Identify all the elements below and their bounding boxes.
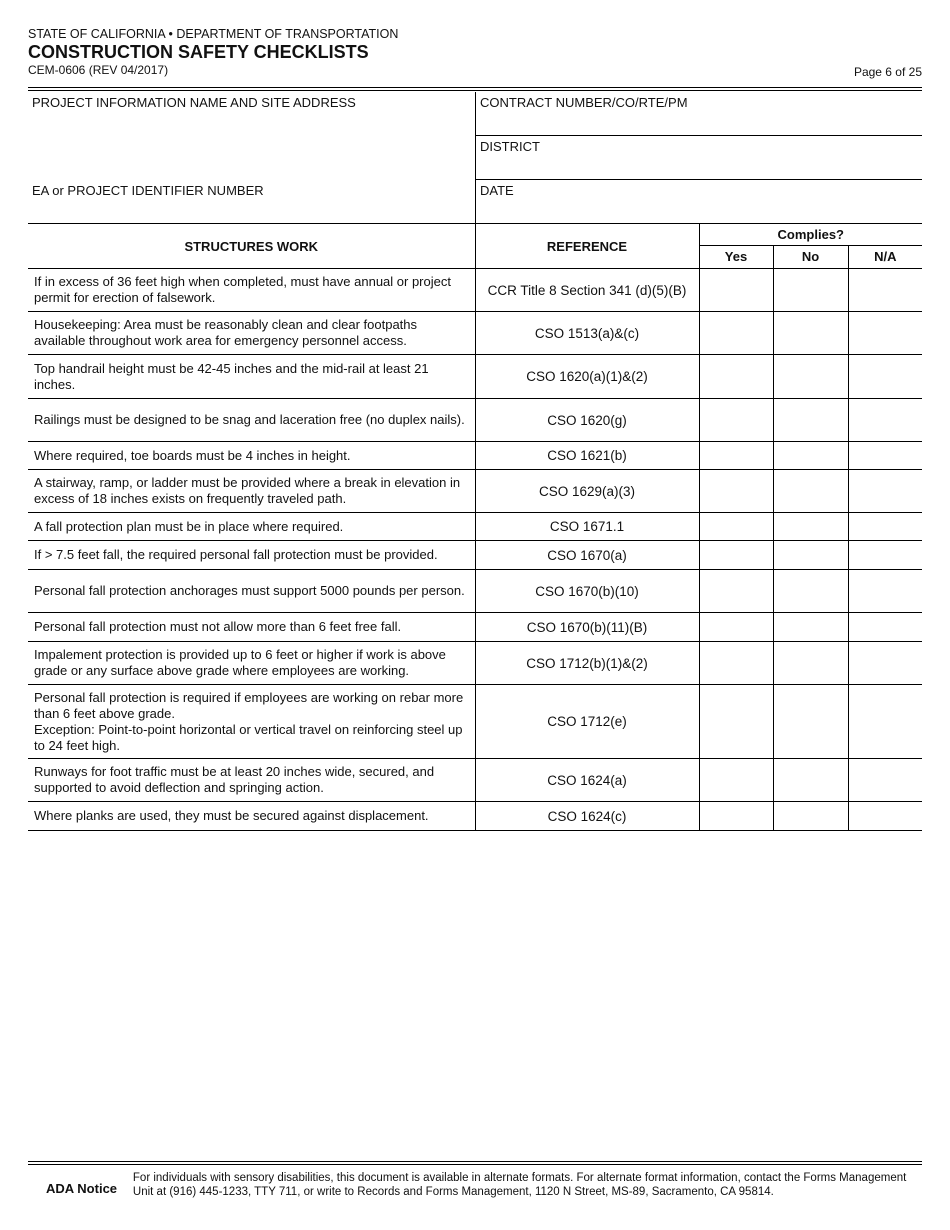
requirement-text: If > 7.5 feet fall, the required personal fall protection must be provided. <box>28 541 475 570</box>
no-checkbox[interactable] <box>773 312 848 355</box>
requirement-text: Housekeeping: Area must be reasonably clean and clear footpaths available throughout work area for emergency personnel access. <box>28 312 475 355</box>
na-checkbox[interactable] <box>848 513 922 541</box>
requirement-text: Where required, toe boards must be 4 inches in height. <box>28 442 475 470</box>
ada-notice-label: ADA Notice <box>46 1181 118 1196</box>
no-checkbox[interactable] <box>773 642 848 685</box>
no-checkbox[interactable] <box>773 442 848 470</box>
reference-text: CSO 1712(e) <box>475 685 699 759</box>
form-title: CONSTRUCTION SAFETY CHECKLISTS <box>28 42 369 62</box>
reference-text: CSO 1621(b) <box>475 442 699 470</box>
table-row <box>28 802 922 831</box>
section-header: STRUCTURES WORK <box>28 224 475 269</box>
footer-divider <box>28 1161 922 1165</box>
requirement-text: Top handrail height must be 42-45 inches and the mid-rail at least 21 inches. <box>28 355 475 399</box>
ea-identifier-field[interactable] <box>28 180 476 224</box>
requirement-text: If in excess of 36 feet high when completed, must have annual or project permit for erection of falsework. <box>28 269 475 312</box>
table-row <box>28 399 922 442</box>
no-checkbox[interactable] <box>773 570 848 613</box>
project-name-field[interactable] <box>28 92 476 180</box>
project-info-table <box>28 92 922 223</box>
no-checkbox[interactable] <box>773 399 848 442</box>
project-name-label: PROJECT INFORMATION NAME AND SITE ADDRESS <box>32 95 356 110</box>
form-number: CEM-0606 (REV 04/2017) <box>28 63 169 77</box>
reference-header: REFERENCE <box>475 224 699 269</box>
no-checkbox[interactable] <box>773 759 848 802</box>
table-row <box>28 759 922 802</box>
district-label: DISTRICT <box>480 139 540 154</box>
yes-checkbox[interactable] <box>699 802 773 831</box>
ea-identifier-label: EA or PROJECT IDENTIFIER NUMBER <box>32 182 264 198</box>
no-header: No <box>773 245 848 268</box>
no-checkbox[interactable] <box>773 269 848 312</box>
date-field[interactable] <box>476 180 923 224</box>
checklist-table <box>28 223 922 831</box>
table-row <box>28 541 922 570</box>
no-checkbox[interactable] <box>773 541 848 570</box>
yes-checkbox[interactable] <box>699 570 773 613</box>
na-checkbox[interactable] <box>848 541 922 570</box>
no-checkbox[interactable] <box>773 355 848 399</box>
yes-header: Yes <box>699 245 773 268</box>
table-row <box>28 269 922 312</box>
table-row <box>28 513 922 541</box>
no-checkbox[interactable] <box>773 802 848 831</box>
requirement-text: A stairway, ramp, or ladder must be provided where a break in elevation in excess of 18 inches exists on frequently traveled path. <box>28 470 475 513</box>
no-checkbox[interactable] <box>773 513 848 541</box>
requirement-text: Impalement protection is provided up to 6 feet or higher if work is above grade or any surface above grade where employees are working. <box>28 642 475 685</box>
reference-text: CSO 1712(b)(1)&(2) <box>475 642 699 685</box>
header-divider <box>28 87 922 91</box>
reference-text: CSO 1670(b)(10) <box>475 570 699 613</box>
requirement-text: Where planks are used, they must be secured against displacement. <box>28 802 475 831</box>
na-checkbox[interactable] <box>848 269 922 312</box>
na-checkbox[interactable] <box>848 613 922 642</box>
requirement-exception-text: Exception: Point-to-point horizontal or vertical travel on reinforcing steel up to 24 feet high. <box>34 721 463 753</box>
page-number: Page 6 of 25 <box>853 65 922 79</box>
form-header <box>28 27 922 77</box>
yes-checkbox[interactable] <box>699 399 773 442</box>
reference-text: CSO 1624(a) <box>475 759 699 802</box>
requirement-text: A fall protection plan must be in place where required. <box>28 513 475 541</box>
ada-notice-text: For individuals with sensory disabilities, this document is available in alternate formats. For alternate format information, contact the Forms Management Unit at (916) 445-1233, TTY 711, or write to Records and Forms Management, 1120 N Street, MS-89, Sacramento, CA 95814. <box>132 1172 907 1198</box>
yes-checkbox[interactable] <box>699 613 773 642</box>
complies-header: Complies? <box>699 224 922 246</box>
agency-name: STATE OF CALIFORNIA • DEPARTMENT OF TRANSPORTATION <box>28 27 399 41</box>
na-checkbox[interactable] <box>848 442 922 470</box>
na-checkbox[interactable] <box>848 570 922 613</box>
yes-checkbox[interactable] <box>699 312 773 355</box>
na-checkbox[interactable] <box>848 685 922 759</box>
date-label: DATE <box>480 183 514 198</box>
contract-number-field[interactable] <box>476 92 923 136</box>
reference-text: CSO 1629(a)(3) <box>475 470 699 513</box>
reference-text: CCR Title 8 Section 341 (d)(5)(B) <box>475 269 699 312</box>
yes-checkbox[interactable] <box>699 759 773 802</box>
yes-checkbox[interactable] <box>699 513 773 541</box>
table-row <box>28 642 922 685</box>
district-field[interactable] <box>476 136 923 180</box>
na-checkbox[interactable] <box>848 802 922 831</box>
no-checkbox[interactable] <box>773 685 848 759</box>
reference-text: CSO 1670(b)(11)(B) <box>475 613 699 642</box>
reference-text: CSO 1624(c) <box>475 802 699 831</box>
requirement-text: Railings must be designed to be snag and laceration free (no duplex nails). <box>28 399 475 442</box>
no-checkbox[interactable] <box>773 613 848 642</box>
table-row <box>28 442 922 470</box>
table-row <box>28 355 922 399</box>
reference-text: CSO 1670(a) <box>475 541 699 570</box>
na-checkbox[interactable] <box>848 642 922 685</box>
table-row <box>28 470 922 513</box>
table-row <box>28 312 922 355</box>
no-checkbox[interactable] <box>773 470 848 513</box>
na-checkbox[interactable] <box>848 355 922 399</box>
yes-checkbox[interactable] <box>699 541 773 570</box>
table-row <box>28 613 922 642</box>
yes-checkbox[interactable] <box>699 642 773 685</box>
na-checkbox[interactable] <box>848 399 922 442</box>
table-row <box>28 570 922 613</box>
reference-text: CSO 1671.1 <box>475 513 699 541</box>
yes-checkbox[interactable] <box>699 470 773 513</box>
na-checkbox[interactable] <box>848 312 922 355</box>
reference-text: CSO 1513(a)&(c) <box>475 312 699 355</box>
requirement-text <box>28 685 475 759</box>
yes-checkbox[interactable] <box>699 685 773 759</box>
yes-checkbox[interactable] <box>699 269 773 312</box>
na-checkbox[interactable] <box>848 759 922 802</box>
reference-text: CSO 1620(g) <box>475 399 699 442</box>
table-row <box>28 685 922 759</box>
requirement-text: Personal fall protection anchorages must support 5000 pounds per person. <box>28 570 475 613</box>
contract-number-label: CONTRACT NUMBER/CO/RTE/PM <box>480 95 688 110</box>
requirement-text: Personal fall protection must not allow more than 6 feet free fall. <box>28 613 475 642</box>
ada-footer <box>28 1161 922 1199</box>
na-checkbox[interactable] <box>848 470 922 513</box>
yes-checkbox[interactable] <box>699 442 773 470</box>
na-header: N/A <box>848 245 922 268</box>
requirement-text: Runways for foot traffic must be at least 20 inches wide, secured, and supported to avoid deflection and springing action. <box>28 759 475 802</box>
reference-text: CSO 1620(a)(1)&(2) <box>475 355 699 399</box>
requirement-main-text: Personal fall protection is required if employees are working on rebar more than 6 feet above grade. <box>34 689 464 721</box>
yes-checkbox[interactable] <box>699 355 773 399</box>
